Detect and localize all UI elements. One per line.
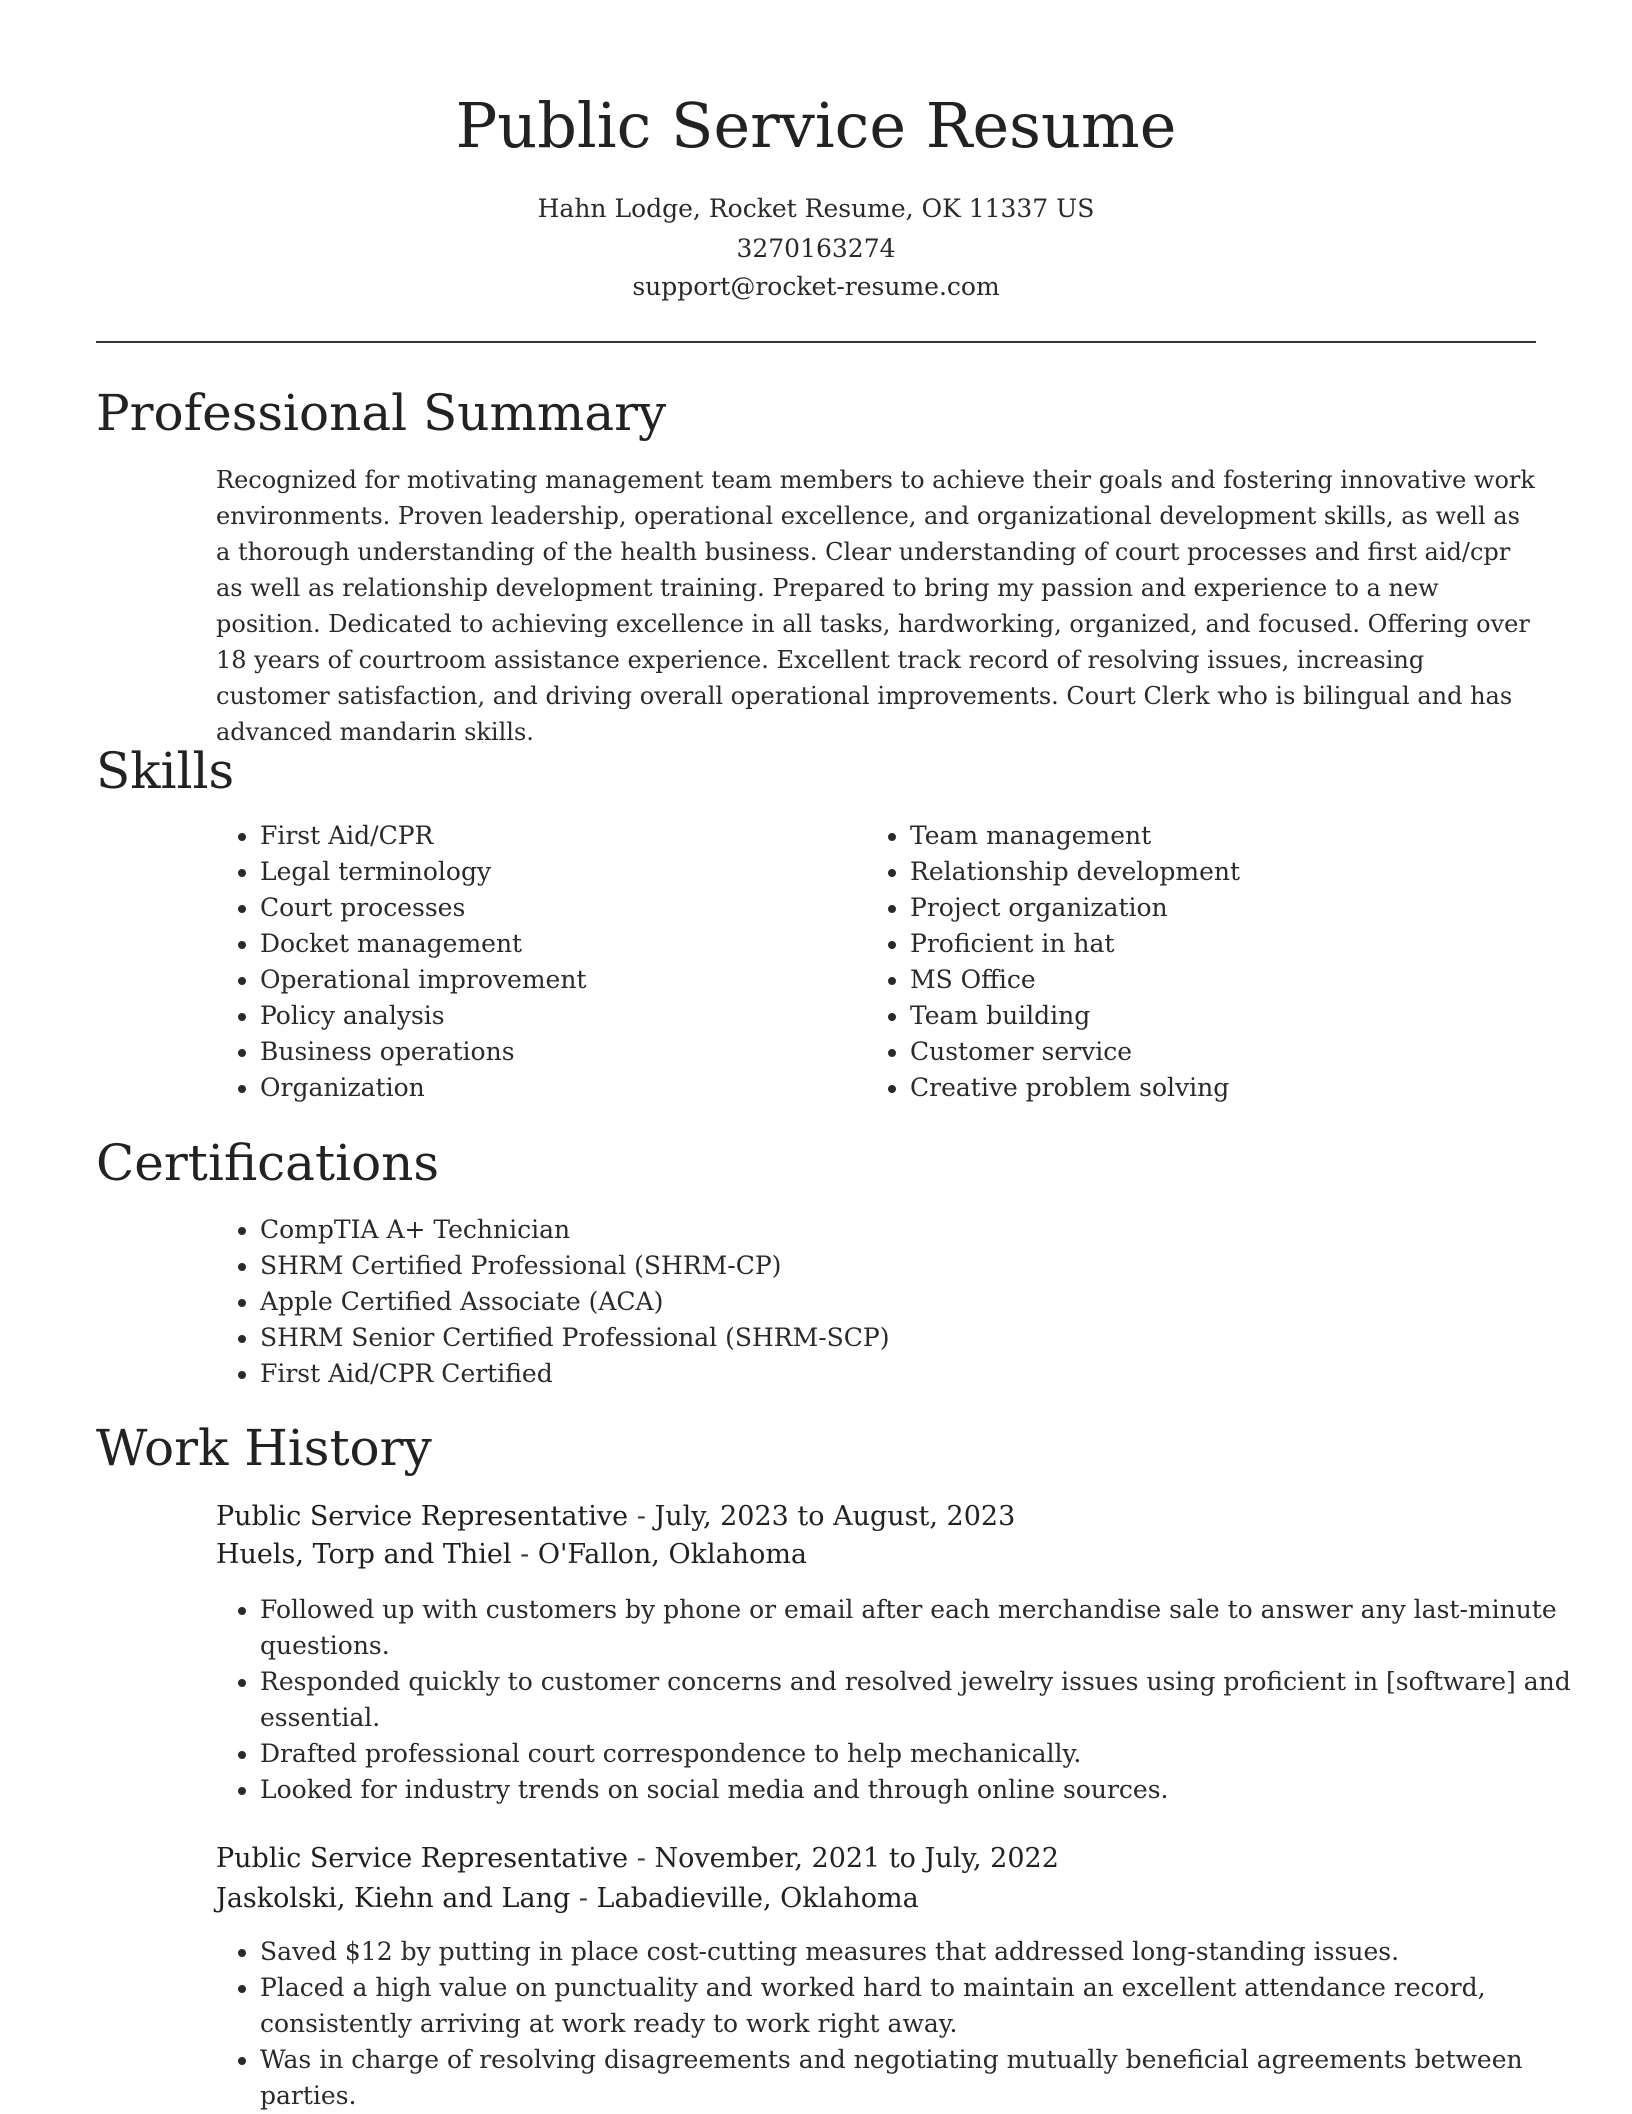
certification-item: • Apple Certified Associate (ACA) (260, 1284, 1580, 1320)
skill-item: • Relationship development (910, 854, 1580, 890)
skill-item: • Business operations (260, 1034, 820, 1070)
skill-item: • Customer service (910, 1034, 1580, 1070)
certification-item: • SHRM Senior Certified Professional (SHRM-SCP) (260, 1320, 1580, 1356)
skill-item: • Creative problem solving (910, 1070, 1580, 1106)
section-heading-skills: Skills (96, 742, 235, 800)
section-heading-certifications: Certifications (96, 1134, 440, 1192)
job-duties-list (216, 1592, 1580, 1808)
job-company-line: Jaskolski, Kiehn and Lang - Labadieville, Oklahoma (216, 1883, 919, 1914)
skill-item: • Team management (910, 818, 1580, 854)
job-company: Jaskolski, Kiehn and Lang (216, 1883, 571, 1914)
job-duty: • Followed up with customers by phone or email after each merchandise sale to answer any last-minute questions. (260, 1592, 1580, 1664)
header-divider (96, 341, 1536, 343)
skill-item: • Organization (260, 1070, 820, 1106)
contact-phone: 3270163274 (736, 234, 896, 263)
job-duty: • Placed a high value on punctuality and worked hard to maintain an excellent attendance record, consistently arriving at work ready to work right away. (260, 1970, 1580, 2042)
job-title-line: Public Service Representative - July, 2023 to August, 2023 (216, 1501, 1016, 1532)
skill-item: • Legal terminology (260, 854, 820, 890)
section-heading-summary: Professional Summary (96, 384, 667, 442)
job-company: Huels, Torp and Thiel (216, 1539, 512, 1570)
job-dates: July, 2023 to August, 2023 (654, 1501, 1016, 1532)
job-title: Public Service Representative (216, 1501, 629, 1532)
certifications-list (216, 1212, 1580, 1392)
resume-title: Public Service Resume (455, 89, 1177, 162)
skill-item: • Team building (910, 998, 1580, 1034)
certification-item: • CompTIA A+ Technician (260, 1212, 1580, 1248)
skills-list-right (866, 818, 1580, 1106)
certification-item: • First Aid/CPR Certified (260, 1356, 1580, 1392)
job-location: O'Fallon, Oklahoma (537, 1539, 808, 1570)
job-title: Public Service Representative (216, 1843, 629, 1874)
section-heading-work-history: Work History (96, 1419, 432, 1477)
job-location: Labadieville, Oklahoma (596, 1883, 919, 1914)
contact-email: support@rocket-resume.com (632, 272, 1000, 301)
job-duties-list (216, 1934, 1580, 2114)
job-duty: • Was in charge of resolving disagreements and negotiating mutually beneficial agreements between parties. (260, 2042, 1580, 2114)
job-title-line: Public Service Representative - November, 2021 to July, 2022 (216, 1843, 1059, 1874)
skill-item: • Policy analysis (260, 998, 820, 1034)
job-duty: • Looked for industry trends on social media and through online sources. (260, 1772, 1580, 1808)
skill-item: • MS Office (910, 962, 1580, 998)
skill-item: • Docket management (260, 926, 820, 962)
certification-item: • SHRM Certified Professional (SHRM-CP) (260, 1248, 1580, 1284)
skills-list-left (216, 818, 820, 1106)
skill-item: • Operational improvement (260, 962, 820, 998)
job-dates: November, 2021 to July, 2022 (654, 1843, 1059, 1874)
job-duty: • Drafted professional court correspondence to help mechanically. (260, 1736, 1580, 1772)
contact-address: Hahn Lodge, Rocket Resume, OK 11337 US (537, 194, 1095, 223)
skill-item: • Project organization (910, 890, 1580, 926)
job-duty: • Saved $12 by putting in place cost-cutting measures that addressed long-standing issues. (260, 1934, 1580, 1970)
job-company-line: Huels, Torp and Thiel - O'Fallon, Oklahoma (216, 1539, 808, 1570)
summary-text: Recognized for motivating management team members to achieve their goals and fostering innovative work environments. Proven leadership, operational excellence, and organizational development skills, as well as a thorough understanding of the health business. Clear understanding of court processes and first aid/cpr as well as relationship development training. Prepared to bring my passion and experience to a new position. Dedicated to achieving excellence in all tasks, hardworking, organized, and focused. Offering over 18 years of courtroom assistance experience. Excellent track record of resolving issues, increasing customer satisfaction, and driving overall operational improvements. Court Clerk who is bilingual and has advanced mandarin skills. (216, 466, 1535, 746)
skill-item: • Proficient in hat (910, 926, 1580, 962)
skill-item: • First Aid/CPR (260, 818, 820, 854)
skill-item: • Court processes (260, 890, 820, 926)
job-duty: • Responded quickly to customer concerns and resolved jewelry issues using proficient in [software] and essential. (260, 1664, 1580, 1736)
